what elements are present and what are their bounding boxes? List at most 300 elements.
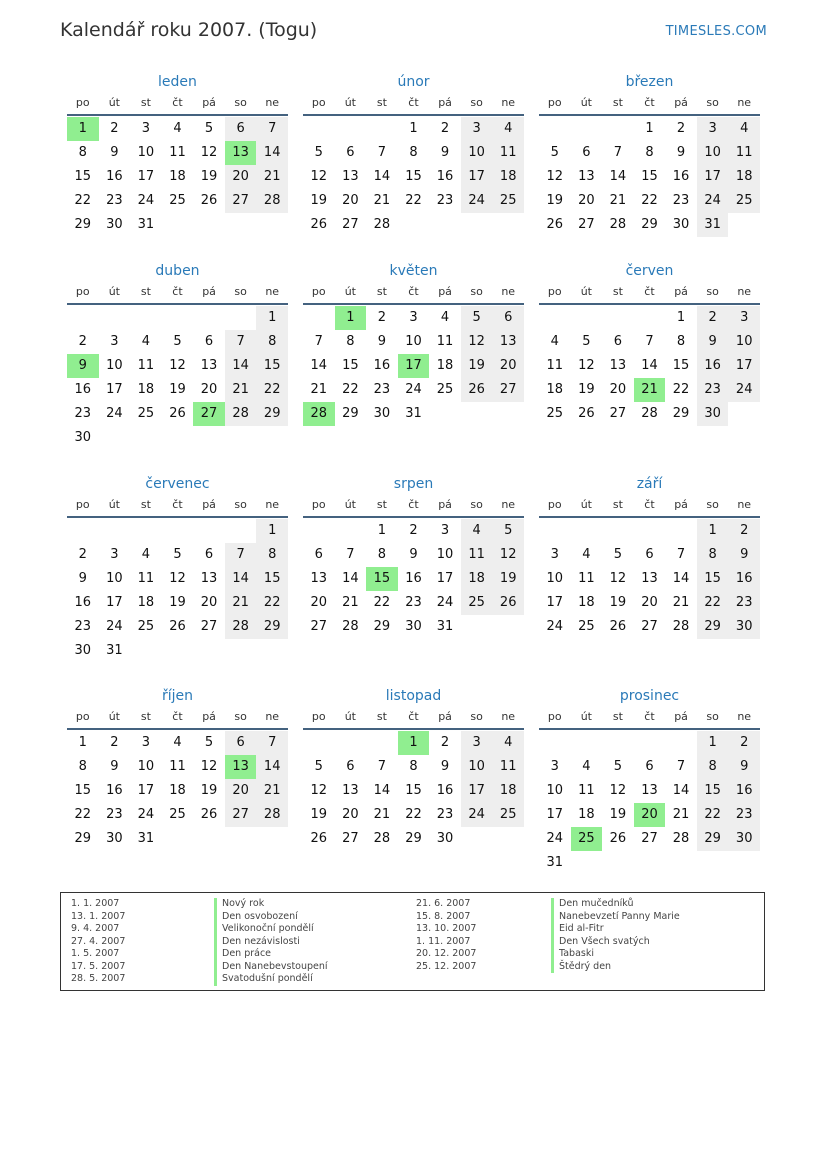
day-cell: 10: [728, 330, 760, 354]
day-cell: 15: [672, 358, 690, 373]
day-cell: 21: [310, 382, 328, 397]
day-cell: 26: [609, 831, 627, 846]
month-září: [539, 474, 760, 639]
empty-cell: [335, 519, 367, 543]
day-cell: 11: [137, 571, 155, 586]
day-cell: 24: [405, 382, 422, 397]
day-cell: 26: [492, 591, 524, 615]
month-name: září: [636, 476, 663, 492]
day-cell: 2: [440, 121, 450, 136]
day-cell: 2: [377, 310, 387, 325]
day-cell: 2: [78, 547, 87, 562]
day-cell: 9: [78, 571, 87, 586]
day-cell: 1: [645, 121, 654, 136]
day-cell: 25: [169, 193, 186, 208]
weekday-label: út: [108, 498, 120, 511]
day-cell: 28: [225, 615, 257, 639]
empty-cell: [225, 306, 257, 330]
weekday-label: út: [108, 285, 120, 298]
weekday-label: st: [376, 96, 387, 109]
weekday-label: so: [470, 710, 483, 723]
day-cell: 31: [137, 217, 155, 232]
day-cell: 17: [137, 169, 155, 184]
holiday-name: Den mučedníků: [551, 898, 633, 911]
day-cell: 10: [461, 755, 493, 779]
day-cell: 15: [74, 783, 92, 798]
day-cell: 24: [106, 406, 123, 421]
day-cell: 24: [546, 831, 564, 846]
day-cell: 11: [492, 141, 524, 165]
weekday-label: čt: [644, 710, 655, 723]
day-cell: 24: [106, 619, 123, 634]
day-cell: 12: [169, 358, 186, 373]
weekday-label: čt: [172, 285, 183, 298]
day-cell: 18: [492, 165, 524, 189]
day-grid: [67, 519, 288, 663]
day-cell: 19: [609, 595, 627, 610]
holiday-name: Den osvobození: [214, 911, 298, 924]
weekday-label: út: [580, 96, 592, 109]
day-cell: 27: [200, 619, 218, 634]
day-cell: 14: [310, 358, 328, 373]
day-cell: 25: [492, 803, 524, 827]
day-cell: 10: [137, 145, 155, 160]
weekday-label: ne: [501, 285, 516, 298]
day-cell: 22: [697, 591, 729, 615]
day-cell: 29: [256, 615, 288, 639]
holiday-day-cell: 21: [634, 378, 666, 402]
day-cell: 22: [373, 595, 391, 610]
day-cell: 27: [609, 406, 627, 421]
weekday-label: po: [547, 96, 562, 109]
weekday-label: pá: [202, 96, 216, 109]
day-cell: 18: [728, 165, 760, 189]
day-cell: 4: [492, 117, 524, 141]
weekday-label: st: [376, 285, 387, 298]
day-cell: 23: [106, 193, 123, 208]
weekday-label: st: [140, 285, 151, 298]
day-cell: 10: [405, 334, 422, 349]
day-cell: 6: [204, 334, 214, 349]
day-cell: 20: [342, 807, 359, 822]
day-cell: 3: [550, 759, 559, 774]
day-cell: 21: [342, 595, 359, 610]
day-cell: 16: [106, 783, 123, 798]
day-cell: 29: [74, 217, 92, 232]
day-cell: 25: [461, 591, 493, 615]
day-cell: 9: [440, 759, 450, 774]
day-cell: 6: [225, 731, 257, 755]
day-cell: 20: [310, 595, 328, 610]
day-cell: 29: [672, 406, 690, 421]
weekday-label: so: [234, 498, 247, 511]
brand-logo-text[interactable]: TIMESLES.COM: [665, 24, 767, 39]
day-cell: 12: [546, 169, 564, 184]
weekday-label: so: [706, 710, 719, 723]
day-cell: 18: [137, 382, 155, 397]
day-cell: 22: [256, 378, 288, 402]
day-cell: 28: [342, 619, 359, 634]
day-cell: 26: [310, 217, 328, 232]
day-cell: 29: [342, 406, 359, 421]
day-cell: 9: [728, 543, 760, 567]
day-cell: 9: [110, 145, 119, 160]
day-cell: 25: [137, 406, 155, 421]
day-cell: 3: [141, 735, 151, 750]
month-leden: [67, 72, 288, 237]
day-cell: 20: [200, 595, 218, 610]
weekday-label: so: [706, 498, 719, 511]
day-cell: 23: [373, 382, 391, 397]
weekday-label: ne: [265, 285, 280, 298]
day-cell: 7: [225, 330, 257, 354]
day-cell: 16: [436, 783, 454, 798]
day-cell: 23: [74, 619, 92, 634]
day-grid: [539, 306, 760, 426]
day-cell: 26: [461, 378, 493, 402]
weekday-label: ne: [265, 96, 280, 109]
holiday-date: 15. 8. 2007: [416, 910, 471, 922]
day-cell: 14: [256, 141, 288, 165]
day-cell: 31: [137, 831, 155, 846]
weekday-label: pá: [674, 498, 688, 511]
day-cell: 17: [697, 165, 729, 189]
weekday-label: pá: [438, 710, 452, 723]
day-cell: 17: [728, 354, 760, 378]
day-cell: 26: [546, 217, 564, 232]
day-cell: 30: [74, 643, 92, 658]
day-cell: 17: [106, 382, 123, 397]
day-cell: 22: [697, 803, 729, 827]
weekday-label: so: [706, 96, 719, 109]
day-cell: 13: [641, 571, 658, 586]
weekday-label: čt: [408, 710, 419, 723]
day-cell: 14: [342, 571, 359, 586]
day-cell: 16: [728, 779, 760, 803]
day-cell: 7: [256, 731, 288, 755]
weekday-label: út: [108, 710, 120, 723]
day-cell: 28: [256, 803, 288, 827]
holiday-name: Den práce: [214, 948, 271, 961]
day-cell: 3: [550, 547, 559, 562]
day-cell: 23: [728, 803, 760, 827]
empty-cell: [539, 306, 571, 330]
day-cell: 7: [346, 547, 355, 562]
empty-cell: [162, 519, 194, 543]
day-cell: 28: [373, 831, 391, 846]
day-cell: 21: [225, 591, 257, 615]
day-cell: 14: [373, 783, 391, 798]
day-cell: 1: [676, 310, 686, 325]
empty-cell: [303, 306, 335, 330]
day-cell: 12: [169, 571, 186, 586]
day-cell: 12: [310, 169, 328, 184]
day-cell: 5: [314, 145, 323, 160]
day-cell: 26: [169, 619, 186, 634]
day-cell: 22: [74, 193, 92, 208]
day-cell: 10: [106, 358, 123, 373]
day-cell: 2: [728, 731, 760, 755]
day-cell: 15: [697, 779, 729, 803]
day-cell: 8: [676, 334, 686, 349]
holiday-day-cell: 1: [67, 117, 99, 141]
holiday-date: 13. 1. 2007: [71, 910, 126, 922]
day-cell: 4: [728, 117, 760, 141]
day-cell: 24: [461, 803, 493, 827]
day-cell: 27: [342, 217, 359, 232]
day-cell: 2: [110, 121, 119, 136]
day-cell: 14: [641, 358, 658, 373]
weekday-label: pá: [202, 710, 216, 723]
weekday-label: st: [612, 96, 623, 109]
day-cell: 4: [141, 334, 151, 349]
holiday-name: Svatodušní pondělí: [214, 973, 313, 986]
month-červenec: [67, 474, 288, 663]
empty-cell: [335, 731, 367, 755]
empty-cell: [303, 117, 335, 141]
month-prosinec: [539, 686, 760, 875]
weekday-label: ne: [265, 710, 280, 723]
day-cell: 13: [578, 169, 595, 184]
day-cell: 3: [440, 523, 450, 538]
weekday-label: čt: [644, 96, 655, 109]
holiday-date: 17. 5. 2007: [71, 960, 126, 972]
day-cell: 19: [578, 382, 595, 397]
day-cell: 18: [169, 783, 186, 798]
day-cell: 23: [672, 193, 690, 208]
day-cell: 19: [461, 354, 493, 378]
day-cell: 3: [461, 117, 493, 141]
day-cell: 8: [256, 543, 288, 567]
day-cell: 5: [613, 759, 623, 774]
day-cell: 28: [373, 217, 391, 232]
weekday-label: ne: [501, 96, 516, 109]
day-cell: 8: [78, 759, 87, 774]
weekday-label: so: [470, 285, 483, 298]
day-cell: 30: [405, 619, 422, 634]
day-cell: 15: [342, 358, 359, 373]
weekday-label: st: [612, 498, 623, 511]
weekday-header: [539, 708, 760, 730]
day-cell: 30: [106, 831, 123, 846]
weekday-header: [303, 94, 524, 116]
weekday-label: út: [344, 285, 356, 298]
day-cell: 26: [310, 831, 328, 846]
empty-cell: [634, 731, 666, 755]
day-cell: 28: [609, 217, 627, 232]
month-name: srpen: [393, 476, 434, 492]
empty-cell: [67, 519, 99, 543]
day-cell: 13: [310, 571, 328, 586]
day-cell: 18: [492, 779, 524, 803]
weekday-label: čt: [172, 96, 183, 109]
weekday-label: po: [311, 498, 326, 511]
day-cell: 3: [409, 310, 418, 325]
day-cell: 30: [728, 615, 760, 639]
day-cell: 2: [440, 735, 450, 750]
weekday-label: čt: [172, 710, 183, 723]
day-cell: 8: [697, 543, 729, 567]
day-grid: [303, 731, 524, 851]
day-cell: 9: [676, 145, 686, 160]
month-srpen: [303, 474, 524, 639]
day-cell: 16: [74, 595, 92, 610]
day-cell: 1: [409, 121, 418, 136]
day-cell: 4: [440, 310, 450, 325]
day-cell: 30: [728, 827, 760, 851]
day-cell: 1: [78, 735, 87, 750]
day-cell: 5: [461, 306, 493, 330]
weekday-label: ne: [737, 710, 752, 723]
month-name: březen: [625, 74, 674, 90]
weekday-label: po: [547, 285, 562, 298]
weekday-label: pá: [202, 498, 216, 511]
day-cell: 23: [728, 591, 760, 615]
day-cell: 9: [697, 330, 729, 354]
day-cell: 11: [728, 141, 760, 165]
day-cell: 7: [225, 543, 257, 567]
day-cell: 7: [256, 117, 288, 141]
day-cell: 10: [697, 141, 729, 165]
day-cell: 11: [169, 759, 186, 774]
month-name: květen: [389, 263, 438, 279]
day-cell: 14: [256, 755, 288, 779]
day-cell: 17: [461, 165, 493, 189]
holiday-date: 27. 4. 2007: [71, 935, 126, 947]
day-grid: [67, 306, 288, 450]
day-cell: 30: [672, 217, 690, 232]
day-cell: 30: [697, 402, 729, 426]
day-cell: 22: [405, 807, 422, 822]
day-cell: 22: [342, 382, 359, 397]
day-cell: 19: [492, 567, 524, 591]
day-cell: 21: [225, 378, 257, 402]
month-únor: [303, 72, 524, 237]
empty-cell: [602, 117, 634, 141]
day-cell: 23: [436, 807, 454, 822]
empty-cell: [571, 117, 603, 141]
day-cell: 12: [310, 783, 328, 798]
weekday-label: ne: [737, 498, 752, 511]
day-cell: 24: [697, 189, 729, 213]
day-cell: 23: [405, 595, 422, 610]
day-cell: 25: [492, 189, 524, 213]
day-cell: 1: [377, 523, 387, 538]
weekday-label: po: [75, 96, 90, 109]
day-cell: 11: [137, 358, 155, 373]
weekday-label: so: [234, 710, 247, 723]
day-cell: 25: [546, 406, 564, 421]
day-cell: 5: [550, 145, 559, 160]
empty-cell: [539, 519, 571, 543]
day-cell: 26: [609, 619, 627, 634]
day-cell: 14: [609, 169, 627, 184]
empty-cell: [366, 117, 398, 141]
day-cell: 15: [641, 169, 658, 184]
day-cell: 19: [200, 169, 218, 184]
day-cell: 8: [78, 145, 87, 160]
month-name: říjen: [161, 688, 194, 704]
holiday-name: Den Všech svatých: [551, 936, 650, 949]
holiday-name: Den Nanebevstoupení: [214, 961, 328, 974]
day-cell: 2: [110, 735, 119, 750]
day-cell: 27: [225, 803, 257, 827]
day-cell: 15: [256, 567, 288, 591]
day-cell: 16: [728, 567, 760, 591]
holiday-day-cell: 28: [303, 402, 335, 426]
weekday-label: út: [580, 498, 592, 511]
day-cell: 28: [225, 402, 257, 426]
day-cell: 31: [405, 406, 422, 421]
day-cell: 28: [641, 406, 658, 421]
day-cell: 10: [546, 783, 564, 798]
day-cell: 12: [200, 759, 218, 774]
day-cell: 19: [169, 382, 186, 397]
day-cell: 3: [697, 117, 729, 141]
day-cell: 20: [641, 595, 658, 610]
day-grid: [303, 519, 524, 639]
weekday-label: po: [311, 710, 326, 723]
day-cell: 6: [204, 547, 214, 562]
day-cell: 21: [256, 779, 288, 803]
day-cell: 5: [204, 121, 214, 136]
day-cell: 31: [106, 643, 123, 658]
month-name: leden: [158, 74, 197, 90]
empty-cell: [130, 519, 162, 543]
weekday-label: st: [376, 498, 387, 511]
weekday-label: pá: [438, 96, 452, 109]
day-cell: 28: [256, 189, 288, 213]
holiday-name: Nový rok: [214, 898, 264, 911]
day-cell: 12: [578, 358, 595, 373]
holiday-date: 9. 4. 2007: [71, 923, 120, 934]
day-cell: 16: [405, 571, 422, 586]
day-cell: 10: [436, 547, 454, 562]
day-cell: 4: [582, 759, 591, 774]
day-cell: 9: [440, 145, 450, 160]
day-cell: 16: [697, 354, 729, 378]
day-cell: 2: [676, 121, 686, 136]
day-cell: 19: [546, 193, 564, 208]
day-cell: 21: [373, 193, 391, 208]
day-cell: 24: [546, 619, 564, 634]
day-cell: 13: [342, 783, 359, 798]
day-cell: 27: [641, 831, 658, 846]
empty-cell: [130, 306, 162, 330]
day-cell: 11: [436, 334, 454, 349]
weekday-header: [303, 283, 524, 305]
day-cell: 16: [373, 358, 391, 373]
empty-cell: [602, 306, 634, 330]
day-cell: 3: [728, 306, 760, 330]
day-cell: 18: [169, 169, 186, 184]
day-cell: 6: [582, 145, 591, 160]
day-cell: 17: [137, 783, 155, 798]
day-cell: 17: [106, 595, 123, 610]
day-cell: 2: [409, 523, 418, 538]
day-cell: 6: [492, 306, 524, 330]
day-cell: 30: [436, 831, 454, 846]
weekday-label: po: [75, 285, 90, 298]
holiday-name: Nanebevzetí Panny Marie: [551, 911, 680, 924]
day-cell: 27: [578, 217, 595, 232]
day-cell: 23: [697, 378, 729, 402]
holiday-date: 1. 11. 2007: [416, 935, 471, 947]
day-cell: 19: [310, 193, 328, 208]
day-cell: 16: [436, 169, 454, 184]
day-cell: 21: [256, 165, 288, 189]
day-cell: 23: [436, 193, 454, 208]
